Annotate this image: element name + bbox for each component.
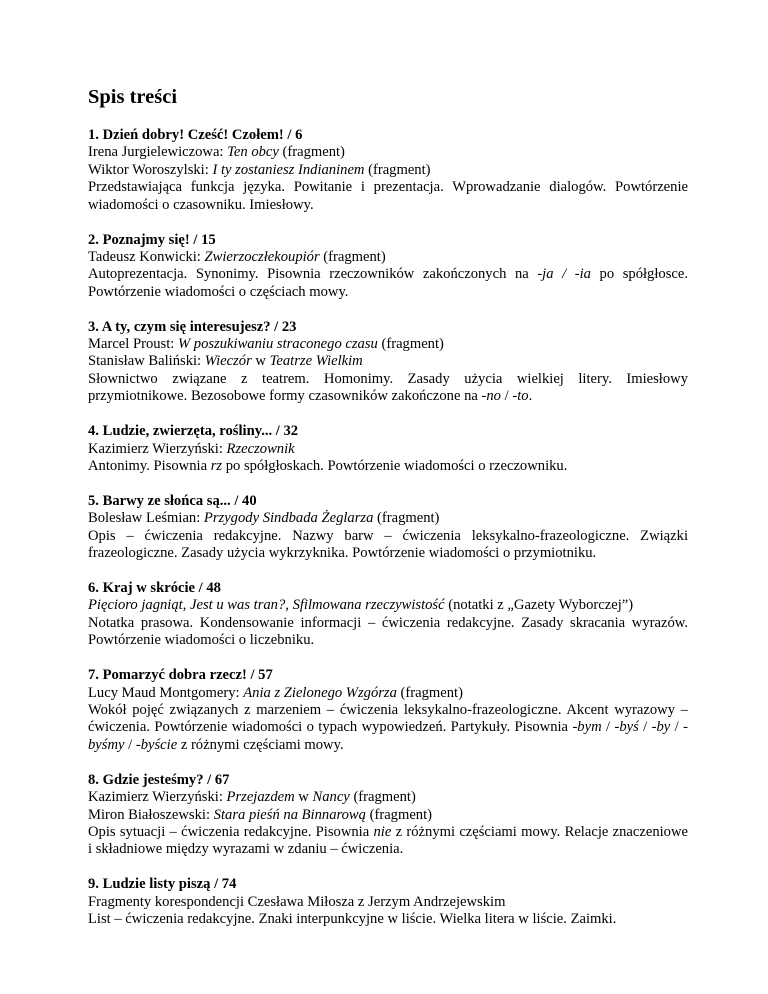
text-run: (notatki z „Gazety Wyborczej”) [444,597,634,614]
italic-text: rz [210,458,223,474]
text-run: Autoprezentacja. Synonimy. Pisownia rzeczowników zakończonych na [88,266,538,283]
text-run: z różnymi częściami mowy. Relacje znaczeniowe i składniowe między wyrazami w zdaniu – ćwiczenia. [88,823,688,858]
italic-text: -byś [614,719,639,736]
text-run: Wokół pojęć związanych z marzeniem – ćwiczenia leksykalno-frazeologiczne. Akcent wyrazowy – ćwiczenia. Powtórzenie wiadomości o typach wypowiedzeń. Partykuły. Pisownia [88,701,688,736]
section-heading: 4. Ludzie, zwierzęta, rośliny... / 32 [88,423,299,440]
page-title: Spis treści [88,86,178,108]
text-run: Bolesław Leśmian: [88,510,204,527]
work-line [88,894,688,911]
section-description [88,911,688,928]
toc-section [88,667,688,754]
text-run: (fragment) [319,248,386,265]
toc-section [88,319,688,406]
section-description [88,179,688,214]
section-description [88,528,688,563]
work-line [88,685,688,702]
text-run: Wiktor Woroszylski: [88,161,213,178]
text-run: , [182,597,191,614]
text-run: Kazimierz Wierzyński: [88,440,227,457]
work-line [88,789,688,806]
text-run: (fragment) [278,144,345,161]
italic-text: Zwierzoczłekoupiór [204,248,320,265]
toc-section [88,232,688,302]
text-run: / [638,719,652,736]
italic-text: W poszukiwaniu straconego czasu [177,336,378,353]
italic-text: Wieczór [204,353,252,370]
text-run: w [251,353,270,370]
text-run: z różnymi częściami mowy. [177,736,344,753]
section-description [88,371,688,406]
work-line [88,144,688,161]
italic-text: -byśmy [88,719,688,753]
section-heading: 8. Gdzie jesteśmy? / 67 [88,771,230,788]
toc-section [88,580,688,650]
text-run: (fragment) [377,336,444,353]
text-run: / [670,719,684,736]
text-run: Słownictwo związane z teatrem. Homonimy. Zasady użycia wielkiej litery. Imiesłowy przymiotnikowe. Bezosobowe formy czasowników zakończone na [88,370,688,405]
italic-text: nie [373,823,392,840]
italic-text: -by [651,719,671,736]
text-run: List – ćwiczenia redakcyjne. Znaki interpunkcyjne w liście. Wielka litera w liście. Zaimki. [88,911,617,928]
italic-text: Pięcioro jagniąt [88,597,183,614]
section-heading: 1. Dzień dobry! Cześć! Czołem! / 6 [88,127,303,143]
section-heading: 3. A ty, czym się interesujesz? / 23 [88,318,297,335]
section-heading: 9. Ludzie listy piszą / 74 [88,876,237,893]
text-run: Miron Białoszewski: [88,806,214,823]
italic-text: -byście [135,736,178,753]
table-of-contents [88,127,688,928]
text-run: Antonimy. Pisownia [88,458,211,474]
section-description [88,266,688,301]
italic-text: I ty zostaniesz Indianinem [212,161,365,178]
text-run: / [500,388,513,405]
text-run: / [601,719,615,736]
text-run: Notatka prasowa. Kondensowanie informacji – ćwiczenia redakcyjne. Zasady skracania wyrazów. Powtórzenie wiadomości o liczebniku. [88,614,688,649]
toc-section [88,876,688,928]
text-run: Opis – ćwiczenia redakcyjne. Nazwy barw – ćwiczenia leksykalno-frazeologiczne. Związki frazeologiczne. Zasady użycia wykrzyknika. Powtórzenie wiadomości o przymiotniku. [88,527,688,562]
toc-section [88,127,688,214]
work-line [88,807,688,824]
text-run: Irena Jurgielewiczowa: [88,144,228,161]
italic-text: Przygody Sindbada Żeglarza [203,510,374,527]
section-description [88,824,688,859]
text-run: Fragmenty korespondencji Czesława Miłosza z Jerzym Andrzejewskim [88,893,506,910]
section-heading: 2. Poznajmy się! / 15 [88,231,216,248]
text-run: Przedstawiająca funkcja języka. Powitanie i prezentacja. Wprowadzanie dialogów. Powtórzenie wiadomości o czasowniku. Imiesłowy. [88,179,688,213]
italic-text: Sfilmowana rzeczywistość [292,597,445,614]
text-run: Marcel Proust: [88,336,178,353]
italic-text: -to [512,388,529,405]
text-run: (fragment) [364,161,431,178]
work-line [88,441,688,458]
text-run: Tadeusz Konwicki: [88,248,205,265]
text-run: . [528,388,533,405]
section-description [88,458,688,475]
italic-text: Ten obcy [227,144,279,161]
italic-text: -ja / -ia [537,266,591,283]
work-line [88,510,688,527]
section-heading: 6. Kraj w skrócie / 48 [88,580,221,597]
work-line [88,353,688,370]
text-run: / [124,736,136,753]
italic-text: Jest u was tran? [190,597,286,614]
text-run: Stanisław Baliński: [88,353,205,370]
toc-section [88,772,688,859]
italic-text: -bym [572,719,602,736]
italic-text: Stara pieśń na Binnarową [213,806,366,823]
text-run: po spółgłosce. Powtórzenie wiadomości o częściach mowy. [88,266,688,300]
italic-text: Nancy [312,789,350,806]
work-line [88,597,688,614]
text-run: Kazimierz Wierzyński: [88,789,227,806]
section-description [88,702,688,754]
text-run: (fragment) [365,806,433,823]
text-run: w [294,789,313,806]
italic-text: Teatrze Wielkim [269,353,363,370]
text-run: (fragment) [396,684,463,701]
text-run: , [285,597,293,614]
text-run: Opis sytuacji – ćwiczenia redakcyjne. Pisownia [88,823,374,840]
work-line [88,249,688,266]
text-run: (fragment) [349,789,416,806]
section-heading: 7. Pomarzyć dobra rzecz! / 57 [88,667,273,684]
italic-text: Przejazdem [226,789,295,806]
text-run: Lucy Maud Montgomery: [88,684,244,701]
section-heading: 5. Barwy ze słońca są... / 40 [88,492,257,509]
text-run: po spółgłoskach. Powtórzenie wiadomości o rzeczowniku. [222,458,568,474]
toc-section [88,423,688,475]
toc-section [88,493,688,563]
italic-text: -no [481,388,501,405]
work-line [88,336,688,353]
section-description [88,615,688,650]
text-run: (fragment) [373,510,440,527]
work-line [88,162,688,179]
italic-text: Ania z Zielonego Wzgórza [243,684,397,701]
italic-text: Rzeczownik [226,440,295,457]
